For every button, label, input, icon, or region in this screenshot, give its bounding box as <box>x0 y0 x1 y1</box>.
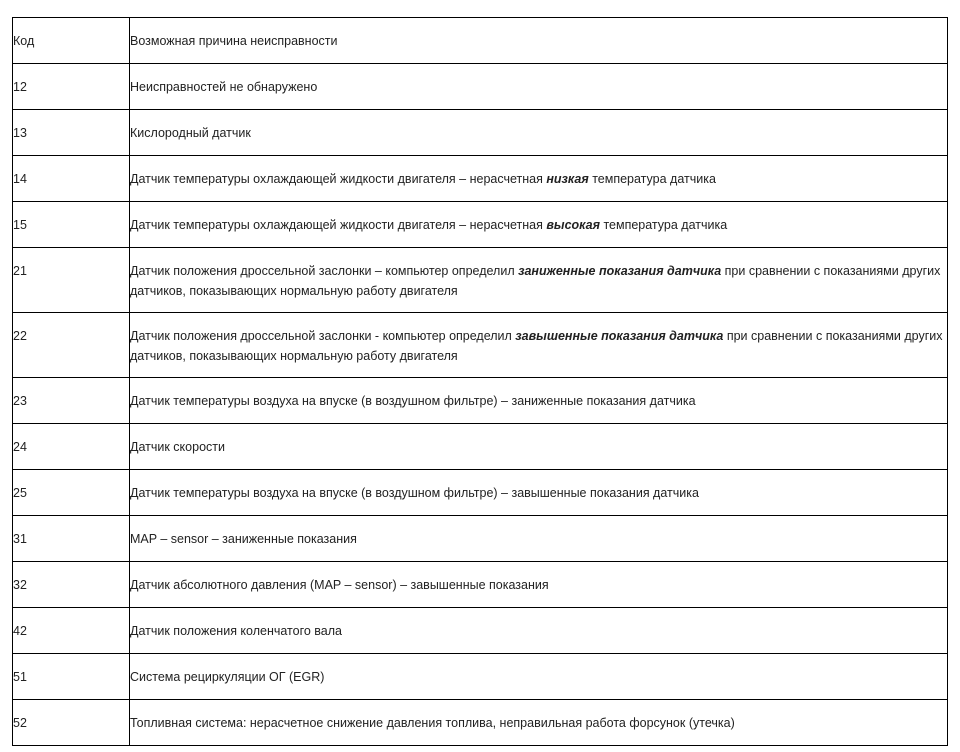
header-cell-description <box>130 18 948 64</box>
description-text: Датчик температуры охлаждающей жидкости двигателя – нерасчетная <box>130 218 547 232</box>
fault-description <box>130 608 947 641</box>
description-cell <box>130 608 948 654</box>
emphasized-text: низкая <box>546 172 589 186</box>
fault-description <box>130 64 947 97</box>
table-header-row <box>13 18 948 64</box>
table-row <box>13 424 948 470</box>
fault-code: 52 <box>13 716 27 730</box>
description-text: MAP – sensor – заниженные показания <box>130 532 357 546</box>
description-text: Неисправностей не обнаружено <box>130 80 318 94</box>
description-cell <box>130 64 948 110</box>
fault-code: 14 <box>13 172 27 186</box>
code-cell <box>13 424 130 470</box>
code-cell <box>13 608 130 654</box>
fault-description <box>130 313 947 366</box>
fault-code: 51 <box>13 670 27 684</box>
fault-code: 21 <box>13 264 27 278</box>
fault-code: 12 <box>13 80 27 94</box>
description-text: Система рециркуляции ОГ (EGR) <box>130 670 325 684</box>
emphasized-text: высокая <box>546 218 600 232</box>
description-cell <box>130 562 948 608</box>
code-cell <box>13 313 130 378</box>
table-row <box>13 608 948 654</box>
fault-description <box>130 470 947 503</box>
description-text: Датчик температуры воздуха на впуске (в воздушном фильтре) – завышенные показания датчика <box>130 486 699 500</box>
fault-description <box>130 562 947 595</box>
fault-description <box>130 516 947 549</box>
table-row <box>13 470 948 516</box>
description-cell <box>130 378 948 424</box>
table-row <box>13 378 948 424</box>
table-row <box>13 110 948 156</box>
table-row <box>13 700 948 746</box>
description-text: Датчик положения дроссельной заслонки - компьютер определил <box>130 329 516 343</box>
description-cell <box>130 700 948 746</box>
header-code-label: Код <box>13 34 35 48</box>
description-text: при сравнении с показаниями других датчиков, показывающих нормальную работу двигателя <box>130 264 941 298</box>
description-cell <box>130 156 948 202</box>
fault-description <box>130 654 947 687</box>
emphasized-text: заниженные показания датчика <box>518 264 722 278</box>
description-text: Датчик скорости <box>130 440 225 454</box>
header-cell-code <box>13 18 130 64</box>
description-cell <box>130 470 948 516</box>
fault-code: 15 <box>13 218 27 232</box>
table-row <box>13 202 948 248</box>
fault-code: 22 <box>13 329 27 343</box>
code-cell <box>13 470 130 516</box>
fault-description <box>130 424 947 457</box>
fault-code: 24 <box>13 440 27 454</box>
description-text: температура датчика <box>588 172 716 186</box>
description-cell <box>130 654 948 700</box>
description-cell <box>130 202 948 248</box>
fault-description <box>130 110 947 143</box>
fault-description <box>130 248 947 301</box>
fault-code-table <box>12 17 948 746</box>
fault-description <box>130 378 947 411</box>
description-cell <box>130 424 948 470</box>
table-row <box>13 654 948 700</box>
description-text: Топливная система: нерасчетное снижение давления топлива, неправильная работа форсунок (утечка) <box>130 716 735 730</box>
description-text: Кислородный датчик <box>130 126 251 140</box>
code-cell <box>13 248 130 313</box>
description-text: при сравнении с показаниями других датчиков, показывающих нормальную работу двигателя <box>130 329 943 363</box>
table-row <box>13 248 948 313</box>
fault-code: 25 <box>13 486 27 500</box>
fault-description <box>130 156 947 189</box>
fault-code: 42 <box>13 624 27 638</box>
header-description-label: Возможная причина неисправности <box>130 34 338 48</box>
code-cell <box>13 700 130 746</box>
fault-code: 31 <box>13 532 27 546</box>
description-text: Датчик положения дроссельной заслонки – компьютер определил <box>130 264 519 278</box>
description-text: Датчик положения коленчатого вала <box>130 624 343 638</box>
code-cell <box>13 156 130 202</box>
description-cell <box>130 516 948 562</box>
code-cell <box>13 516 130 562</box>
code-cell <box>13 110 130 156</box>
table-row <box>13 313 948 378</box>
description-cell <box>130 110 948 156</box>
table-row <box>13 516 948 562</box>
fault-description <box>130 700 947 733</box>
table-row <box>13 156 948 202</box>
fault-code: 32 <box>13 578 27 592</box>
description-text: Датчик абсолютного давления (MAP – sensor) – завышенные показания <box>130 578 549 592</box>
fault-code: 13 <box>13 126 27 140</box>
emphasized-text: завышенные показания датчика <box>515 329 724 343</box>
table-row <box>13 562 948 608</box>
description-text: Датчик температуры охлаждающей жидкости двигателя – нерасчетная <box>130 172 547 186</box>
code-cell <box>13 654 130 700</box>
code-cell <box>13 562 130 608</box>
code-cell <box>13 64 130 110</box>
fault-description <box>130 202 947 235</box>
code-cell <box>13 202 130 248</box>
description-text: температура датчика <box>599 218 728 232</box>
description-text: Датчик температуры воздуха на впуске (в воздушном фильтре) – заниженные показания датчика <box>130 394 696 408</box>
description-cell <box>130 248 948 313</box>
table-row <box>13 64 948 110</box>
fault-code-table-container <box>12 17 947 746</box>
fault-code: 23 <box>13 394 27 408</box>
description-cell <box>130 313 948 378</box>
code-cell <box>13 378 130 424</box>
